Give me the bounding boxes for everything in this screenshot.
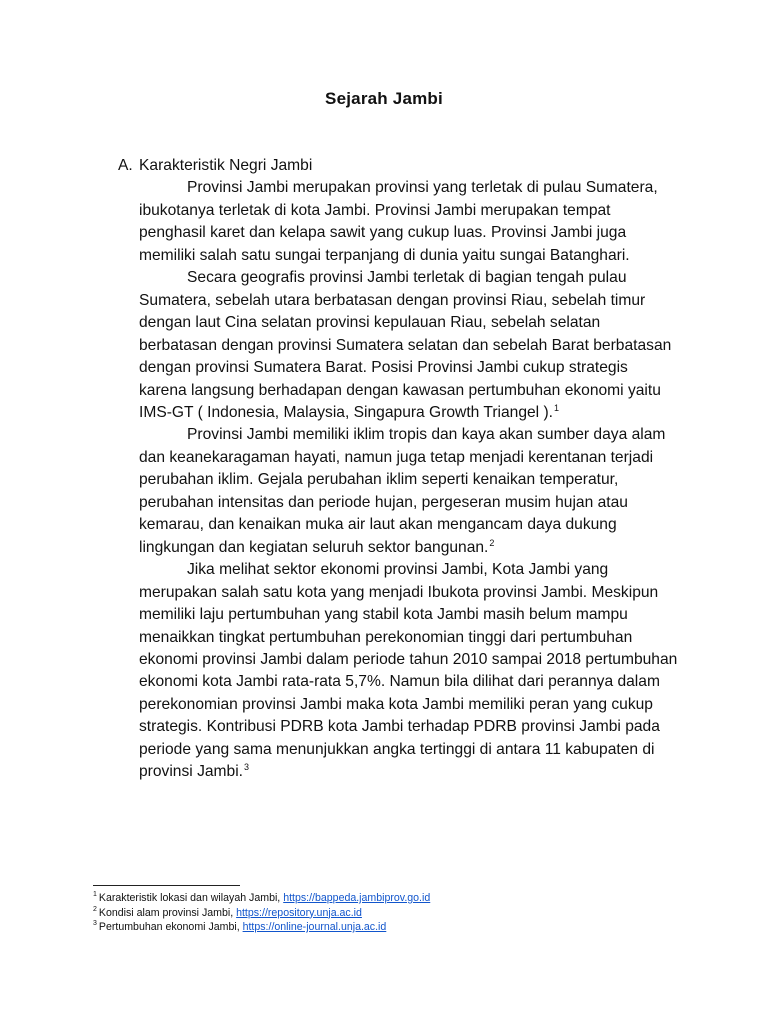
section-body — [139, 177, 678, 783]
footnotes — [93, 891, 693, 935]
page-title: Sejarah Jambi — [325, 89, 443, 108]
paragraph-text: Provinsi Jambi memiliki iklim tropis dan kaya akan sumber daya alam dan keanekaragaman hayati, namun juga tetap menjadi kerentanan terjadi perubahan iklim. Gejala perubahan iklim seperti kenaikan temperatur, perubahan intensitas dan periode hujan, pergeseran musim hujan atau kemarau, dan kenaikan muka air laut akan mengancam daya dukung lingkungan dan kegiatan seluruh sektor bangunan. — [139, 426, 666, 556]
footnote-link[interactable]: https://online-journal.unja.ac.id — [242, 921, 387, 933]
section-heading — [118, 155, 678, 177]
paragraph — [139, 177, 678, 267]
paragraph-text: Secara geografis provinsi Jambi terletak di bagian tengah pulau Sumatera, sebelah utara berbatasan dengan provinsi Riau, sebelah timur dengan laut Cina selatan provinsi kepulauan Riau, sebelah selatan berbatasan dengan provinsi Sumatera selatan dan sebelah Barat berbatasan dengan provinsi Sumatera Barat. Posisi Provinsi Jambi cukup strategis karena langsung berhadapan dengan kawasan pertumbuhan ekonomi yaitu IMS-GT ( Indonesia, Malaysia, Singapura Growth Triangel ). — [139, 269, 672, 421]
footnote-number: 2 — [93, 905, 97, 913]
footnote-text: Karakteristik lokasi dan wilayah Jambi, — [98, 892, 284, 904]
footnote-item — [93, 906, 693, 921]
section-heading-text: Karakteristik Negri Jambi — [139, 157, 313, 174]
footnote-item — [93, 920, 693, 935]
footnote-ref[interactable]: 3 — [244, 762, 250, 773]
paragraph — [139, 424, 678, 559]
footnote-text: Pertumbuhan ekonomi Jambi, — [98, 921, 243, 933]
paragraph-text: Jika melihat sektor ekonomi provinsi Jambi, Kota Jambi yang merupakan salah satu kota yang menjadi Ibukota provinsi Jambi. Meskipun memiliki laju pertumbuhan yang stabil kota Jambi masih belum mampu menaikkan tingkat pertumbuhan perekonomian tinggi dari pertumbuhan ekonomi provinsi Jambi dalam periode tahun 2010 sampai 2018 pertumbuhan ekonomi kota Jambi rata-rata 5,7%. Namun bila dilihat dari perannya dalam perekonomian provinsi Jambi maka kota Jambi memiliki peran yang cukup strategis. Kontribusi PDRB kota Jambi terhadap PDRB provinsi Jambi pada periode yang sama menunjukkan angka tertinggi di antara 11 kabupaten di provinsi Jambi. — [139, 561, 678, 781]
footnote-ref[interactable]: 1 — [554, 402, 560, 413]
section-marker: A. — [118, 157, 133, 174]
footnote-number: 1 — [93, 891, 97, 899]
paragraph-text: Provinsi Jambi merupakan provinsi yang terletak di pulau Sumatera, ibukotanya terletak di kota Jambi. Provinsi Jambi merupakan tempat penghasil karet dan kelapa sawit yang cukup luas. Provinsi Jambi juga memiliki salah satu sungai terpanjang di dunia yaitu sungai Batanghari. — [139, 179, 658, 264]
footnote-text: Kondisi alam provinsi Jambi, — [98, 906, 237, 919]
footnote-link[interactable]: https://bappeda.jambiprov.go.id — [283, 892, 431, 904]
footnote-item — [93, 891, 693, 906]
section-karakteristik — [118, 155, 678, 784]
footnote-link[interactable]: https://repository.unja.ac.id — [236, 906, 362, 919]
footnote-ref[interactable]: 2 — [489, 537, 495, 548]
paragraph — [139, 267, 678, 424]
footnote-separator — [93, 885, 240, 886]
footnote-number: 3 — [93, 920, 97, 928]
paragraph — [139, 559, 678, 784]
